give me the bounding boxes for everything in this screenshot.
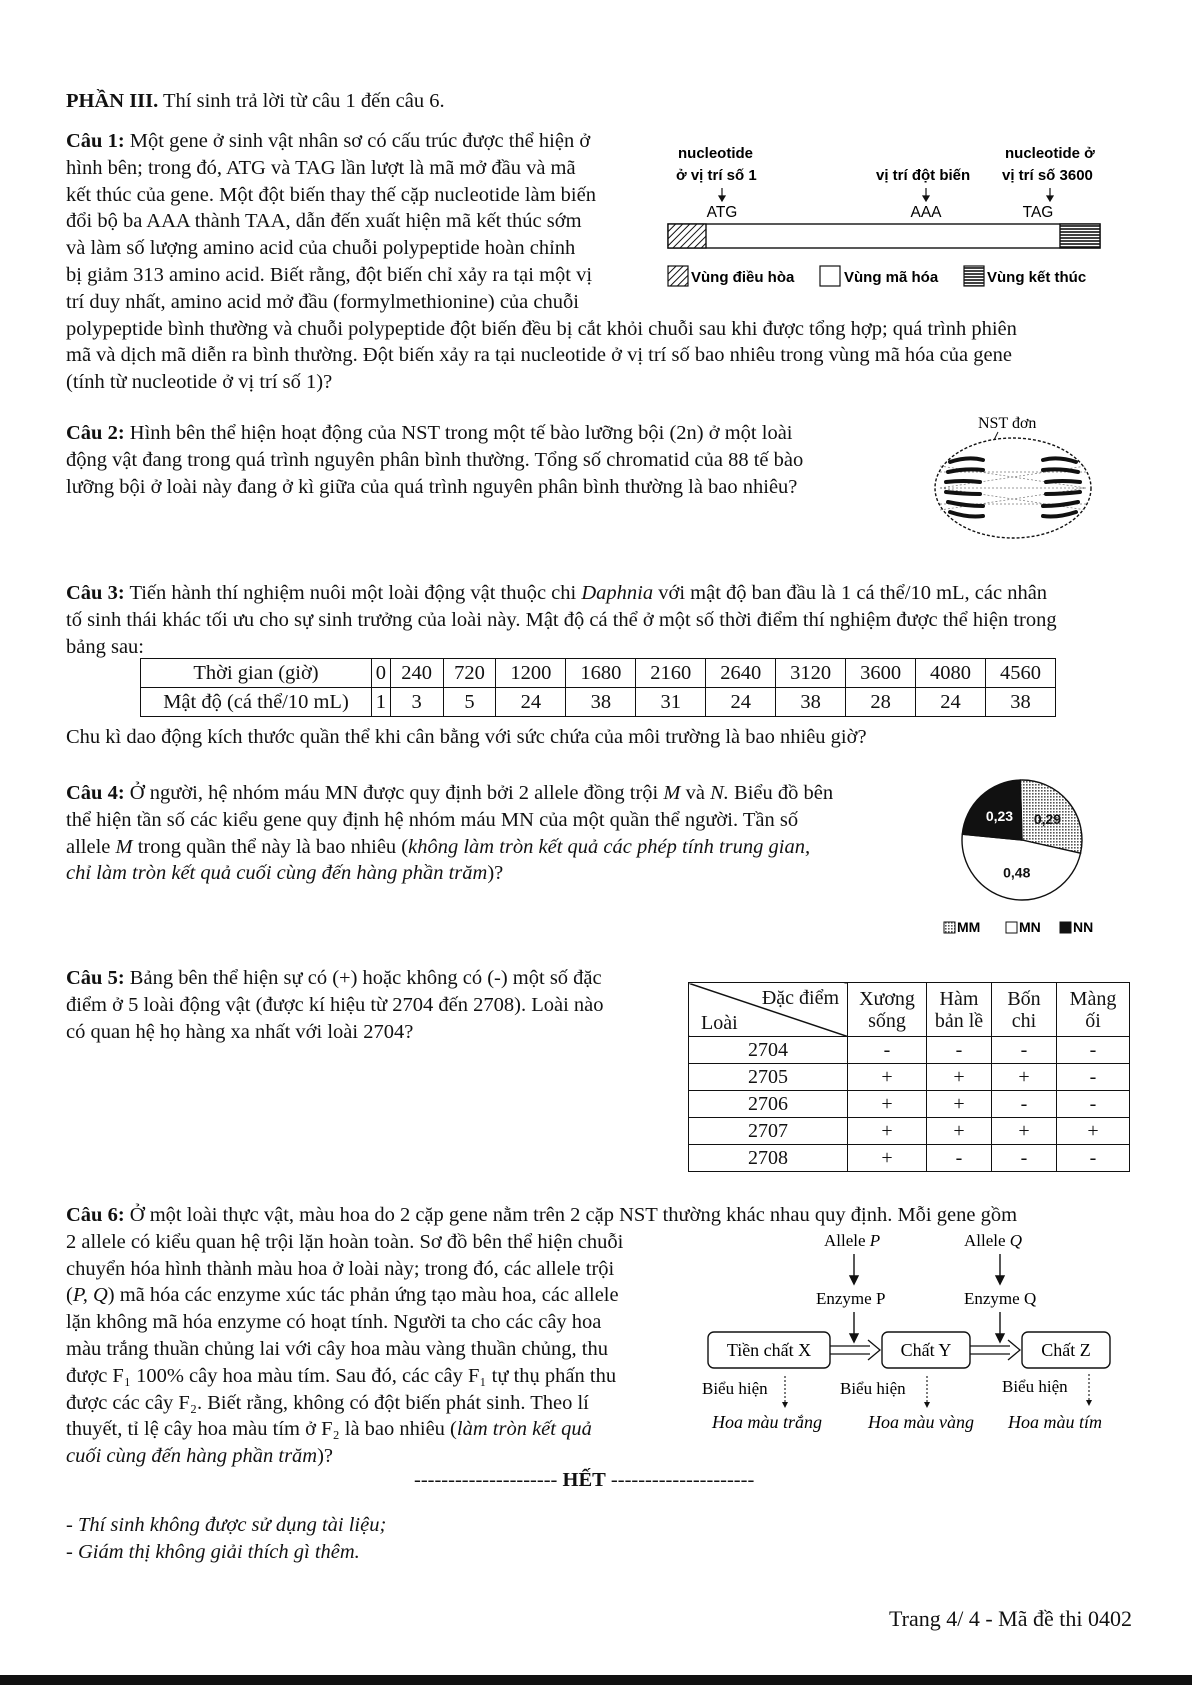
flower-purple: Hoa màu tím xyxy=(1008,1412,1102,1432)
codon-atg: ATG xyxy=(706,204,738,221)
q4-line: thể hiện tần số các kiểu gene quy định hệ nhóm máu MN của một quần thể người. Tần số xyxy=(66,808,799,831)
q5-line: điểm ở 5 loài động vật (được kí hiệu từ 2704 đến 2708). Loài nào xyxy=(66,993,604,1016)
gene-structure-figure xyxy=(662,138,1112,293)
col-backbone xyxy=(848,983,927,1037)
q6-line: màu trắng thuần chủng lai với cây hoa màu vàng thuần chủng, thu xyxy=(66,1337,608,1360)
trait-cell: + xyxy=(848,1091,927,1118)
allele-q-label: Allele Q xyxy=(964,1231,1023,1250)
express-label: Biểu hiện xyxy=(1002,1377,1068,1396)
q3-question: Chu kì dao động kích thước quần thể khi cân bằng với sức chứa của môi trường là bao nhiêu giờ? xyxy=(66,726,867,748)
regulatory-region xyxy=(668,224,706,248)
section-instruction: Thí sinh trả lời từ câu 1 đến câu 6. xyxy=(163,90,445,112)
legend-mm: MM xyxy=(957,919,981,935)
table-row xyxy=(141,688,1056,717)
col-jaw xyxy=(927,983,992,1037)
pie-label-mm: 0,29 xyxy=(1033,811,1062,828)
table-cell: 3120 xyxy=(776,659,846,688)
table-row xyxy=(689,1091,1130,1118)
codon-aaa: AAA xyxy=(910,204,942,221)
q4-line: )? xyxy=(487,862,504,885)
trait-cell: - xyxy=(992,1037,1057,1064)
trait-cell: - xyxy=(1057,1091,1130,1118)
q6-line: 2 allele có kiểu quan hệ trội lặn hoàn toàn. Sơ đồ bên thể hiện chuỗi xyxy=(66,1230,624,1253)
q6-line: thuyết, tỉ lệ cây hoa màu tím ở F₂ là bao nhiêu ( xyxy=(66,1418,457,1441)
q6-line: )? xyxy=(317,1445,334,1468)
species-cell: 2708 xyxy=(689,1145,848,1172)
legend-swatch-mn xyxy=(1006,922,1017,933)
q3-line: tố sinh thái khác tối ưu cho sự sinh trưởng của loài này. Mật độ cá thể ở một số thời điểm thí nghiệm được thể hiện trong xyxy=(66,608,1057,631)
label-nucleotide-1: nucleotide xyxy=(678,145,754,162)
species-cell: 2704 xyxy=(689,1037,848,1064)
trait-cell: - xyxy=(1057,1037,1130,1064)
species-cell: 2705 xyxy=(689,1064,848,1091)
table-row xyxy=(689,1145,1130,1172)
density-table xyxy=(140,658,1056,717)
row-header-time: Thời gian (giờ) xyxy=(141,659,372,688)
q6-line: chuyển hóa hình thành màu hoa ở loài này; trong đó, các allele trội xyxy=(66,1257,615,1280)
q1-line: polypeptide bình thường và chuỗi polypeptide đột biến đều bị cắt khỏi chuỗi sau khi được tổng hợp; quá trình phiên xyxy=(66,317,1017,340)
q2-line: động vật đang trong quá trình nguyên phân bình thường. Tổng số chromatid của 88 tế bào xyxy=(66,448,804,471)
q6-line: ( xyxy=(66,1284,73,1307)
enzyme-p-label: Enzyme P xyxy=(816,1289,886,1308)
q1-line: đổi bộ ba AAA thành TAA, dẫn đến xuất hiện mã kết thúc sớm xyxy=(66,210,582,233)
table-cell: 1 xyxy=(372,688,391,717)
q4-allele-m: M xyxy=(663,782,681,804)
col-header-text: chi xyxy=(1011,1009,1037,1032)
q2-label: Câu 2: xyxy=(66,422,125,444)
q4-label: Câu 4: xyxy=(66,782,125,804)
single-chromosome-label: NST đơn xyxy=(978,415,1037,432)
expression-arrowheads xyxy=(782,1400,1092,1408)
legend-swatch-regulatory xyxy=(668,266,688,286)
substance-x: Tiền chất X xyxy=(726,1340,812,1360)
table-cell: 4560 xyxy=(986,659,1056,688)
col-four-limbs xyxy=(992,983,1057,1037)
table-cell: 4080 xyxy=(916,659,986,688)
end-dashes-right: --------------------- xyxy=(610,1469,755,1491)
q5-line: Bảng bên thể hiện sự có (+) hoặc không có (-) một số đặc xyxy=(129,967,602,989)
corner-cell xyxy=(689,983,848,1037)
q4-allele-m: M xyxy=(115,835,133,858)
q3-label: Câu 3: xyxy=(66,582,125,604)
trait-cell: + xyxy=(927,1118,992,1145)
trait-cell: - xyxy=(848,1037,927,1064)
table-cell: 24 xyxy=(916,688,986,717)
table-cell: 31 xyxy=(636,688,706,717)
table-cell: 5 xyxy=(443,688,496,717)
enzyme-q-label: Enzyme Q xyxy=(964,1289,1037,1308)
pie-legend xyxy=(944,919,1093,935)
pie-label-mn: 0,48 xyxy=(1003,864,1031,881)
q1-line: Một gene ở sinh vật nhân sơ có cấu trúc được thể hiện ở xyxy=(129,130,591,152)
end-mark xyxy=(414,1467,754,1494)
table-cell: 720 xyxy=(443,659,496,688)
table-row xyxy=(689,1064,1130,1091)
q2-line: Hình bên thể hiện hoạt động của NST trong một tế bào lưỡng bội (2n) ở một loài xyxy=(129,422,793,444)
pie-label-nn: 0,23 xyxy=(985,807,1014,824)
table-cell: 38 xyxy=(986,688,1056,717)
notes xyxy=(66,1512,386,1566)
substance-y: Chất Y xyxy=(900,1340,952,1360)
end-dashes-left: --------------------- xyxy=(414,1469,558,1491)
gene-bar xyxy=(668,224,1100,248)
express-label: Biểu hiện xyxy=(702,1379,768,1398)
trait-cell: - xyxy=(992,1145,1057,1172)
q6-line: được các cây F₂. Biết rằng, không có đột biến phát sinh. Theo lí xyxy=(66,1391,589,1414)
col-header-text: Màng xyxy=(1069,987,1117,1010)
table-cell: 24 xyxy=(706,688,776,717)
q1-line: trí duy nhất, amino acid mở đầu (formylmethionine) của chuỗi xyxy=(66,290,579,313)
q4-line: Biểu đồ bên xyxy=(734,782,834,804)
end-text: HẾT xyxy=(562,1469,606,1491)
allele-p-label: Allele P xyxy=(824,1231,881,1250)
trait-cell: - xyxy=(927,1037,992,1064)
col-amnion xyxy=(1057,983,1130,1037)
table-cell: 2160 xyxy=(636,659,706,688)
q4-allele-n: N. xyxy=(710,782,729,804)
table-cell: 38 xyxy=(566,688,636,717)
q6-italic: cuối cùng đến hàng phần trăm xyxy=(66,1445,318,1468)
trait-cell: - xyxy=(1057,1145,1130,1172)
q1-line: (tính từ nucleotide ở vị trí số 1)? xyxy=(66,371,333,394)
header-species: Loài xyxy=(701,1012,738,1034)
col-header-text: Bốn xyxy=(1007,987,1041,1010)
table-cell: 3600 xyxy=(846,659,916,688)
trait-cell: - xyxy=(992,1091,1057,1118)
question-5 xyxy=(66,965,686,1045)
legend-swatch-mm xyxy=(944,922,955,933)
legend-terminator: Vùng kết thúc xyxy=(987,269,1087,286)
species-traits-table xyxy=(688,982,1130,1172)
q1-line: mã và dịch mã diễn ra bình thường. Đột biến xảy ra tại nucleotide ở vị trí số bao nhiêu trong vùng mã hóa của gene xyxy=(66,344,1012,367)
q6-line: Ở một loài thực vật, màu hoa do 2 cặp gene nằm trên 2 cặp NST thường khác nhau quy định. Mỗi gene gồm xyxy=(129,1204,1018,1226)
bottom-border xyxy=(0,1675,1192,1685)
table-row xyxy=(141,659,1056,688)
note-line: - Thí sinh không được sử dụng tài liệu; xyxy=(66,1514,387,1536)
question-4 xyxy=(66,780,946,887)
trait-cell: + xyxy=(927,1064,992,1091)
q6-line: ) mã hóa các enzyme xúc tác phản ứng tạo màu hoa, các allele xyxy=(107,1284,619,1307)
table-cell: 1680 xyxy=(566,659,636,688)
q6-italic: làm tròn kết quả xyxy=(456,1418,592,1441)
label-mutation-site: vị trí đột biến xyxy=(876,167,971,184)
q4-and: và xyxy=(685,782,705,804)
label-position-1: ở vị trí số 1 xyxy=(676,167,757,184)
question-3 xyxy=(66,580,1136,660)
q4-italic: chỉ làm tròn kết quả cuối cùng đến hàng phần trăm xyxy=(66,862,488,885)
table-row xyxy=(689,983,1130,1037)
page-footer: Trang 4/ 4 - Mã đề thi 0402 xyxy=(888,1606,1132,1631)
position-arrows xyxy=(719,188,1053,201)
q1-label: Câu 1: xyxy=(66,130,125,152)
express-label: Biểu hiện xyxy=(840,1379,906,1398)
table-cell: 2640 xyxy=(706,659,776,688)
flower-white: Hoa màu trắng xyxy=(712,1412,823,1432)
terminator-region xyxy=(1060,224,1100,248)
mitosis-cell-figure xyxy=(928,410,1098,542)
col-header-text: Hàm xyxy=(939,987,979,1010)
trait-cell: + xyxy=(848,1064,927,1091)
row-header-density: Mật độ (cá thể/10 mL) xyxy=(141,688,372,717)
q1-line: và làm số lượng amino acid của chuỗi polypeptide hoàn chỉnh xyxy=(66,237,576,260)
q1-line: hình bên; trong đó, ATG và TAG lần lượt là mã mở đầu và mã xyxy=(66,156,576,179)
q3-line: với mật độ ban đầu là 1 cá thể/10 mL, các nhân xyxy=(658,582,1048,604)
table-cell: 1200 xyxy=(496,659,566,688)
trait-cell: + xyxy=(992,1118,1057,1145)
legend-coding: Vùng mã hóa xyxy=(844,269,939,286)
section-header xyxy=(66,88,445,115)
table-cell: 0 xyxy=(372,659,391,688)
trait-cell: - xyxy=(1057,1064,1130,1091)
trait-cell: + xyxy=(927,1091,992,1118)
legend-regulatory: Vùng điều hòa xyxy=(691,269,795,286)
col-header-text: Xương xyxy=(859,987,915,1010)
label-position-3600: vị trí số 3600 xyxy=(1002,167,1093,184)
q3-genus: Daphnia xyxy=(581,582,654,604)
q4-italic: không làm tròn kết quả các phép tính trung gian, xyxy=(408,835,811,858)
q1-line: kết thúc của gene. Một đột biến thay thế cặp nucleotide làm biến xyxy=(66,183,596,206)
q3-line: Tiến hành thí nghiệm nuôi một loài động vật thuộc chi xyxy=(129,582,577,604)
trait-cell: + xyxy=(848,1145,927,1172)
table-cell: 38 xyxy=(776,688,846,717)
table-cell: 240 xyxy=(390,659,443,688)
section-title: PHẦN III. xyxy=(66,90,159,112)
table-row xyxy=(689,1118,1130,1145)
pathway-diagram xyxy=(698,1228,1118,1438)
species-cell: 2706 xyxy=(689,1091,848,1118)
col-header-text: sống xyxy=(868,1009,906,1032)
question-2 xyxy=(66,420,926,500)
q5-label: Câu 5: xyxy=(66,967,125,989)
legend-swatch-nn xyxy=(1060,922,1071,933)
table-row xyxy=(689,1037,1130,1064)
trait-cell: + xyxy=(992,1064,1057,1091)
col-header-text: ối xyxy=(1085,1009,1101,1032)
trait-cell: - xyxy=(927,1145,992,1172)
legend-swatch-coding xyxy=(820,266,840,286)
trait-cell: + xyxy=(848,1118,927,1145)
q6-label: Câu 6: xyxy=(66,1204,125,1226)
q2-line: lưỡng bội ở loài này đang ở kì giữa của quá trình nguyên phân bình thường là bao nhiêu? xyxy=(66,475,798,498)
q4-line: allele xyxy=(66,835,111,858)
q4-line: Ở người, hệ nhóm máu MN được quy định bởi 2 allele đồng trội xyxy=(129,782,659,804)
codon-tag: TAG xyxy=(1022,204,1054,221)
note-line: - Giám thị không giải thích gì thêm. xyxy=(66,1540,360,1563)
col-header-text: bản lề xyxy=(934,1009,984,1032)
header-trait: Đặc điểm xyxy=(761,987,839,1009)
q4-line: trong quần thể này là bao nhiêu ( xyxy=(137,835,409,858)
flower-yellow: Hoa màu vàng xyxy=(868,1412,974,1432)
q6-line: lặn không mã hóa enzyme có hoạt tính. Người ta cho các cây hoa xyxy=(66,1311,602,1334)
q1-line: bị giảm 313 amino acid. Biết rằng, đột biến chỉ xảy ra tại một vị xyxy=(66,263,593,286)
genotype-pie-chart xyxy=(957,772,1110,942)
table-cell: 3 xyxy=(390,688,443,717)
label-nucleotide-3600: nucleotide ở xyxy=(1005,145,1095,162)
q3-line: bảng sau: xyxy=(66,635,144,658)
table-cell: 24 xyxy=(496,688,566,717)
q6-alleles: P, Q xyxy=(72,1284,108,1307)
pie-slices xyxy=(962,780,1082,900)
substance-z: Chất Z xyxy=(1041,1340,1091,1360)
q5-line: có quan hệ họ hàng xa nhất với loài 2704? xyxy=(66,1020,414,1043)
legend-nn: NN xyxy=(1073,919,1094,935)
q6-line: được F₁ 100% cây hoa màu tím. Sau đó, các cây F₁ tự thụ phấn thu xyxy=(66,1364,617,1387)
species-cell: 2707 xyxy=(689,1118,848,1145)
legend-swatch-terminator xyxy=(964,266,984,286)
legend-mn: MN xyxy=(1019,919,1041,935)
trait-cell: + xyxy=(1057,1118,1130,1145)
table-cell: 28 xyxy=(846,688,916,717)
